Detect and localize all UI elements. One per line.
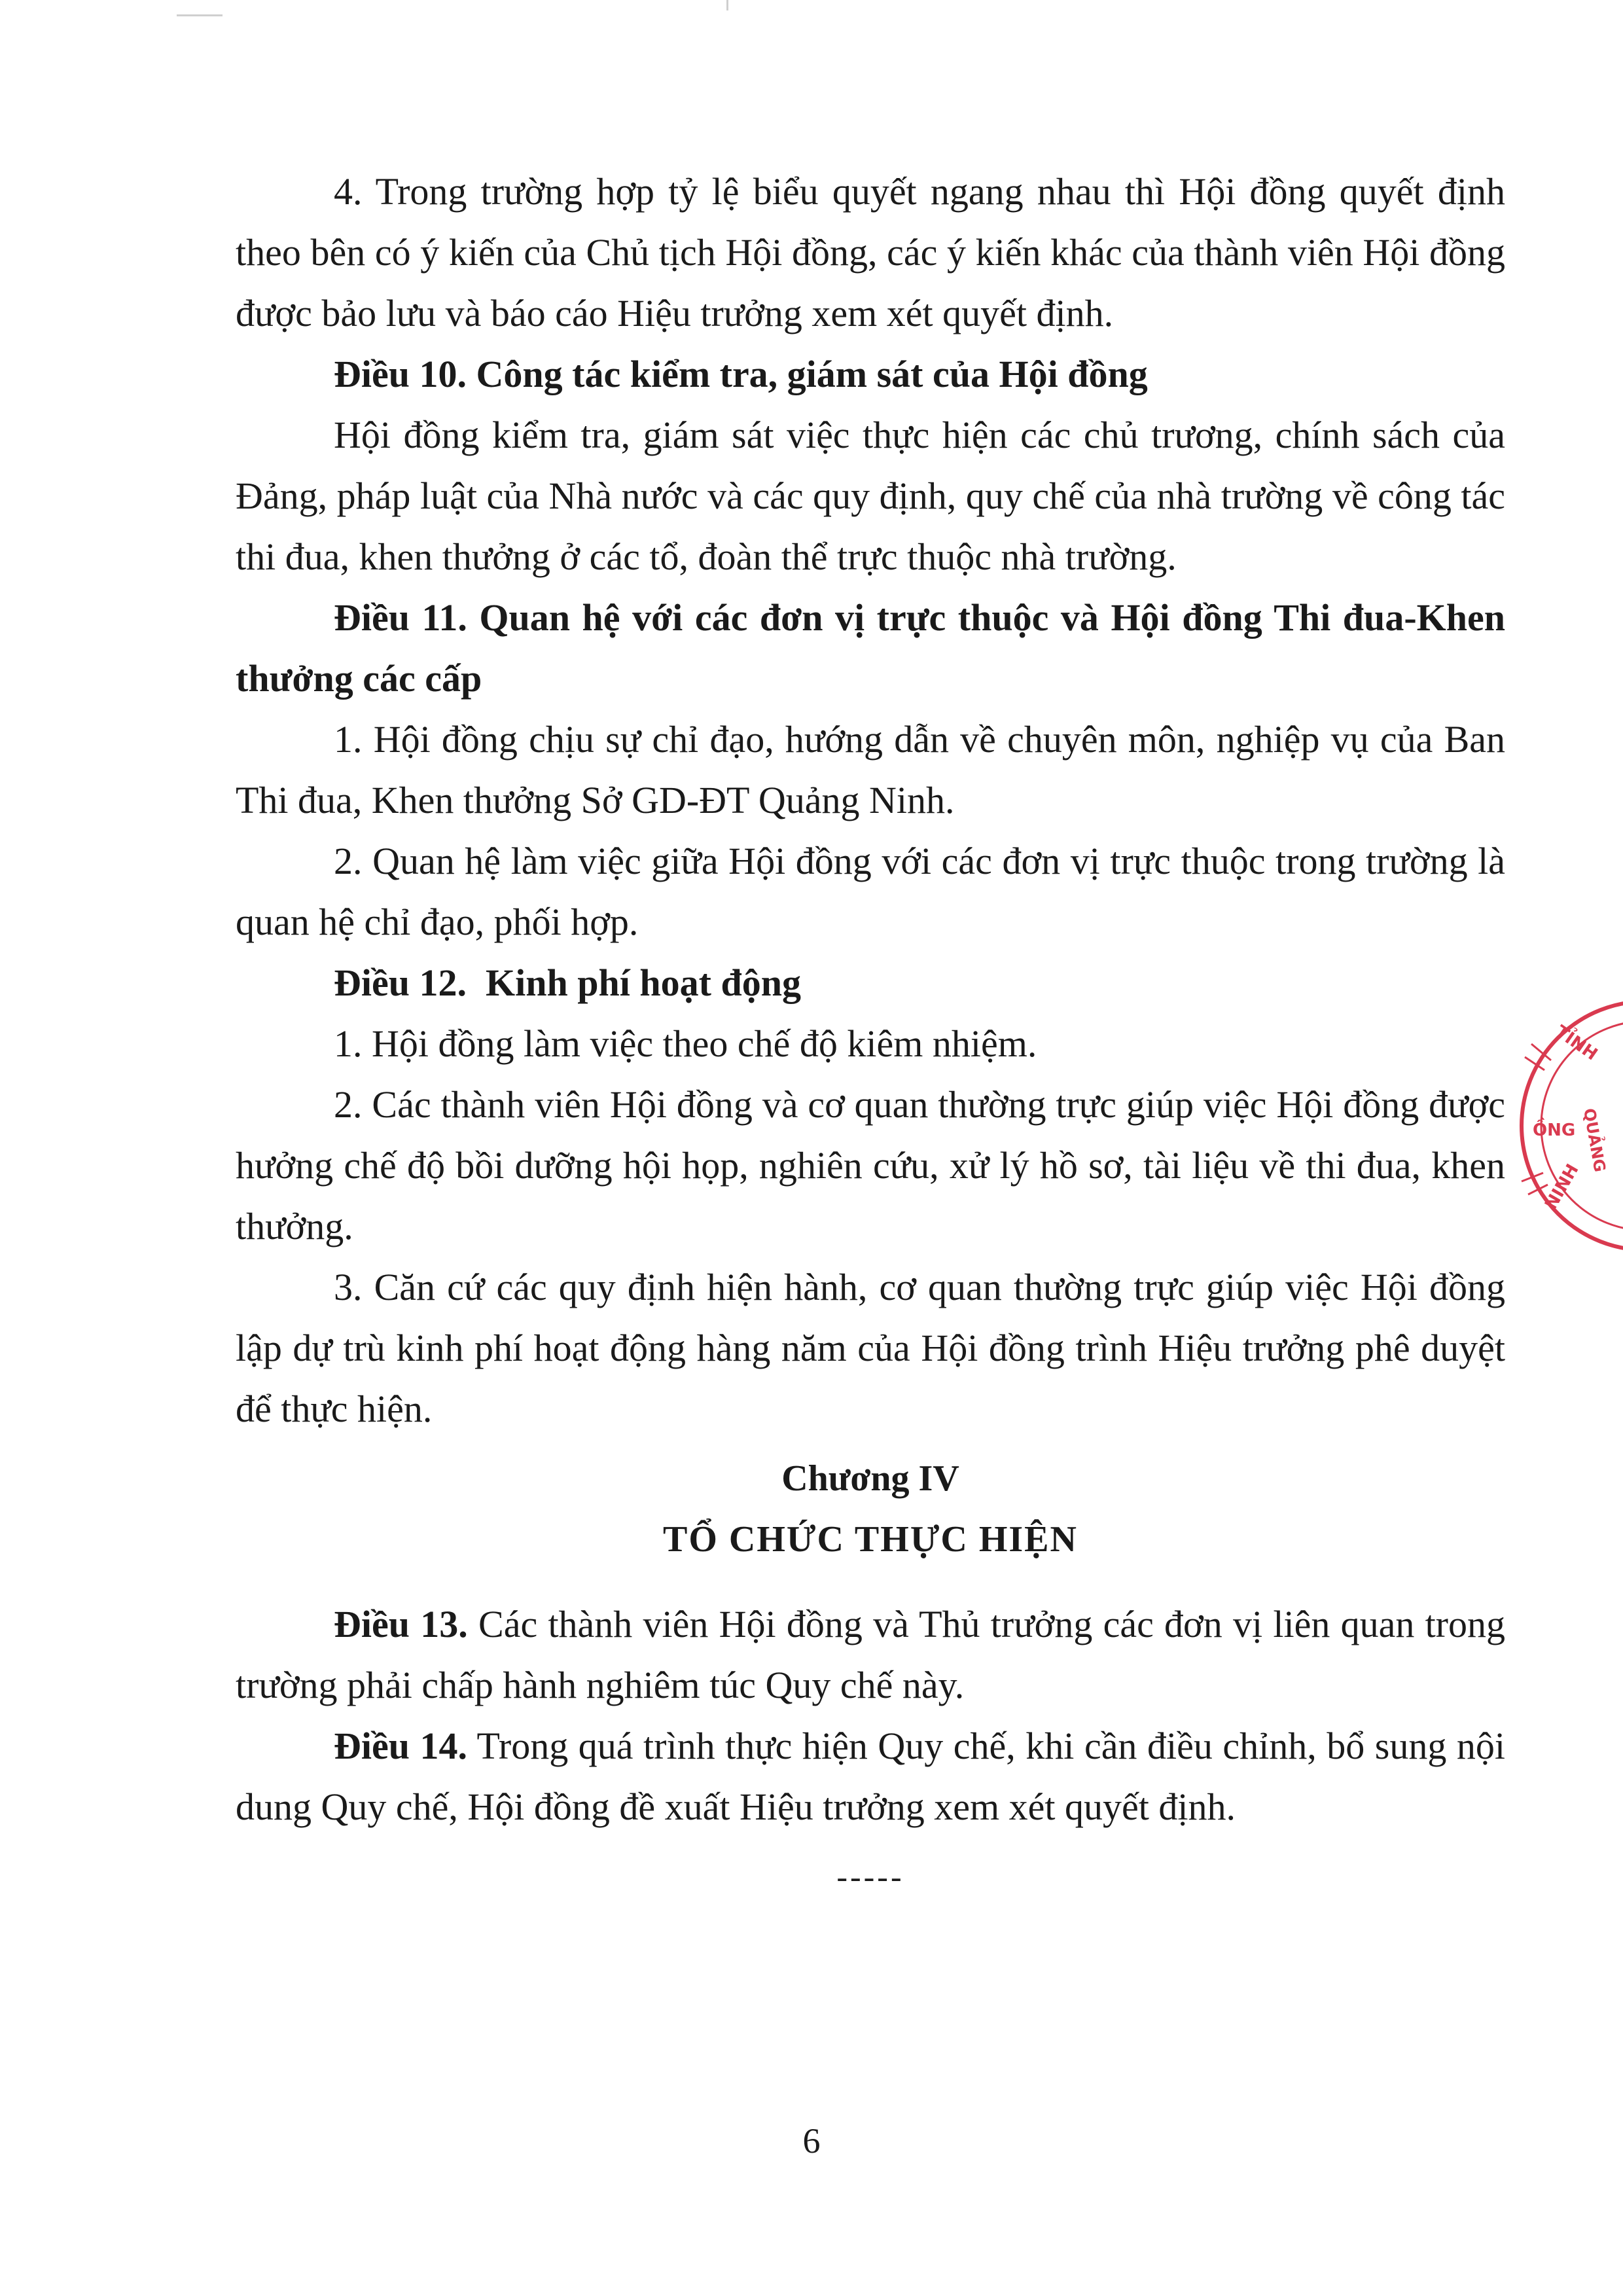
chapter-title: TỔ CHỨC THỰC HIỆN — [663, 1519, 1078, 1560]
article-12-title: Điều 12. Kinh phí hoạt động — [334, 961, 801, 1004]
article-10-title: Điều 10. Công tác kiểm tra, giám sát của Hội đồng — [334, 353, 1148, 395]
official-seal-stamp — [1492, 995, 1623, 1257]
article-11-title: Điều 11. Quan hệ với các đơn vị trực thuộc và Hội đồng Thi đua-Khen thưởng các cấp — [236, 596, 1505, 700]
article-14-label: Điều 14. — [334, 1725, 468, 1767]
article-13-body: Các thành viên Hội đồng và Thủ trưởng các đơn vị liên quan trong trường phải chấp hành nghiêm túc Quy chế này. — [236, 1603, 1505, 1706]
article-13 — [236, 1594, 1505, 1715]
page-number: 6 — [802, 2121, 821, 2161]
document-body — [236, 161, 1505, 1907]
svg-text:ỒNG: ỒNG — [1533, 1121, 1576, 1140]
scan-artifact-top-left — [177, 14, 223, 16]
article-12-item-3: 3. Căn cứ các quy định hiện hành, cơ quan thường trực giúp việc Hội đồng lập dự trù kinh phí hoạt động hàng năm của Hội đồng trình Hiệu trưởng phê duyệt để thực hiện. — [236, 1266, 1505, 1430]
svg-text:TỈNH: TỈNH — [1551, 1022, 1601, 1065]
article-11-item-1: 1. Hội đồng chịu sự chỉ đạo, hướng dẫn về chuyên môn, nghiệp vụ của Ban Thi đua, Khen thưởng Sở GD-ĐT Quảng Ninh. — [236, 718, 1505, 821]
article-11-item-2: 2. Quan hệ làm việc giữa Hội đồng với các đơn vị trực thuộc trong trường là quan hệ chỉ đạo, phối hợp. — [236, 840, 1505, 943]
article-12-item-1: 1. Hội đồng làm việc theo chế độ kiêm nhiệm. — [334, 1022, 1037, 1065]
paragraph-item-4: 4. Trong trường hợp tỷ lệ biểu quyết ngang nhau thì Hội đồng quyết định theo bên có ý kiến của Chủ tịch Hội đồng, các ý kiến khác của thành viên Hội đồng được bảo lưu và báo cáo Hiệu trưởng xem xét quyết định. — [236, 170, 1505, 334]
article-13-label: Điều 13. — [334, 1603, 468, 1645]
svg-text:NINH: NINH — [1541, 1160, 1583, 1213]
seal-icon — [1492, 995, 1623, 1257]
chapter-number: Chương IV — [781, 1458, 959, 1499]
article-12-item-2: 2. Các thành viên Hội đồng và cơ quan thường trực giúp việc Hội đồng được hưởng chế độ bồi dưỡng hội họp, nghiên cứu, xử lý hồ sơ, tài liệu về thi đua, khen thưởng. — [236, 1083, 1505, 1247]
article-14-body: Trong quá trình thực hiện Quy chế, khi cần điều chỉnh, bổ sung nội dung Quy chế, Hội đồng đề xuất Hiệu trưởng xem xét quyết định. — [236, 1725, 1506, 1828]
article-10-body: Hội đồng kiểm tra, giám sát việc thực hiện các chủ trương, chính sách của Đảng, pháp luật của Nhà nước và các quy định, quy chế của nhà trường về công tác thi đua, khen thưởng ở các tổ, đoàn thể trực thuộc nhà trường. — [236, 414, 1505, 578]
article-14 — [236, 1715, 1505, 1837]
svg-text:QUẢNG: QUẢNG — [1580, 1107, 1609, 1174]
scan-artifact-top-center — [726, 0, 728, 10]
end-mark: ----- — [836, 1858, 904, 1895]
